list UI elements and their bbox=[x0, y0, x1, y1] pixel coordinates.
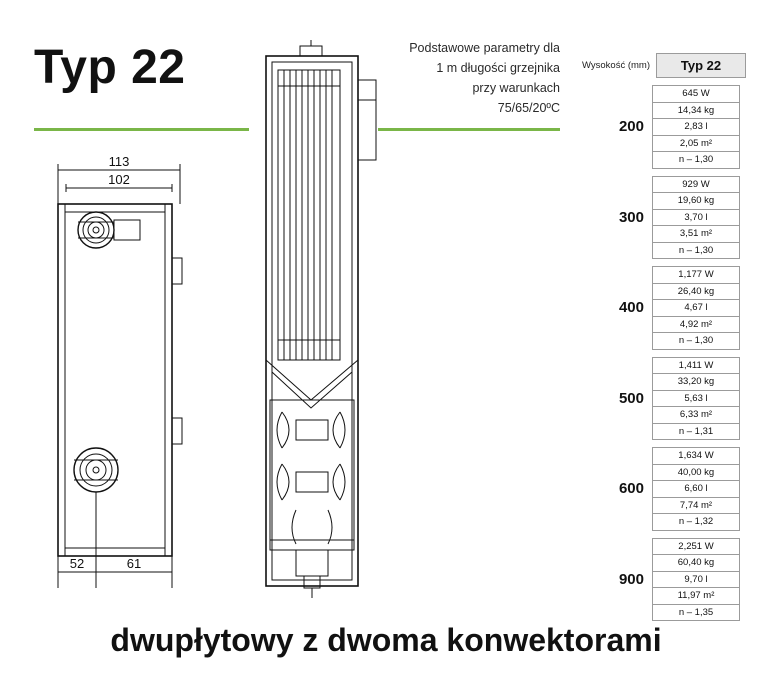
cell-area: 7,74 m² bbox=[653, 498, 739, 515]
table-row bbox=[572, 538, 746, 622]
dim-52-label: 52 bbox=[69, 556, 85, 571]
cell-weight: 40,00 kg bbox=[653, 465, 739, 482]
height-column-label: Wysokość (mm) bbox=[582, 59, 650, 71]
cell-area: 3,51 m² bbox=[653, 226, 739, 243]
type-column-header: Typ 22 bbox=[656, 53, 746, 78]
cell-power: 645 W bbox=[653, 86, 739, 103]
row-values-500 bbox=[652, 357, 740, 441]
cell-volume: 2,83 l bbox=[653, 119, 739, 136]
dim-61-label: 61 bbox=[126, 556, 142, 571]
cell-power: 1,634 W bbox=[653, 448, 739, 465]
title-accent-rule bbox=[34, 128, 249, 131]
table-row bbox=[572, 357, 746, 441]
radiator-section-drawing bbox=[248, 40, 378, 600]
row-height-400: 400 bbox=[618, 299, 644, 317]
cell-area: 4,92 m² bbox=[653, 317, 739, 334]
row-values-400 bbox=[652, 266, 740, 350]
cell-exponent: n – 1,32 bbox=[653, 514, 739, 531]
cell-weight: 33,20 kg bbox=[653, 374, 739, 391]
cell-exponent: n – 1,31 bbox=[653, 424, 739, 441]
cell-area: 6,33 m² bbox=[653, 407, 739, 424]
cell-weight: 26,40 kg bbox=[653, 284, 739, 301]
page-footer-description: dwupłytowy z dwoma konwektorami bbox=[110, 622, 662, 658]
caption-line-1: Podstawowe parametry dla bbox=[409, 41, 560, 55]
page-title: Typ 22 bbox=[34, 41, 186, 94]
caption-line-2: 1 m długości grzejnika bbox=[436, 61, 560, 75]
parameters-caption bbox=[378, 38, 560, 118]
cell-volume: 5,63 l bbox=[653, 391, 739, 408]
cell-area: 11,97 m² bbox=[653, 588, 739, 605]
row-values-200 bbox=[652, 85, 740, 169]
row-height-600: 600 bbox=[618, 480, 644, 498]
cell-volume: 3,70 l bbox=[653, 210, 739, 227]
dim-102-label: 102 bbox=[108, 172, 130, 187]
parameters-table bbox=[572, 52, 746, 621]
dim-113-label: 113 bbox=[108, 154, 130, 169]
cell-volume: 6,60 l bbox=[653, 481, 739, 498]
table-header-row bbox=[572, 52, 746, 78]
cell-exponent: n – 1,30 bbox=[653, 152, 739, 169]
table-row bbox=[572, 176, 746, 260]
row-values-900 bbox=[652, 538, 740, 622]
caption-accent-rule bbox=[378, 128, 560, 131]
table-row bbox=[572, 85, 746, 169]
cell-power: 1,177 W bbox=[653, 267, 739, 284]
cell-weight: 19,60 kg bbox=[653, 193, 739, 210]
cell-power: 2,251 W bbox=[653, 539, 739, 556]
cell-volume: 9,70 l bbox=[653, 572, 739, 589]
row-height-200: 200 bbox=[618, 118, 644, 136]
row-height-500: 500 bbox=[618, 389, 644, 407]
cell-volume: 4,67 l bbox=[653, 300, 739, 317]
caption-line-3: przy warunkach bbox=[472, 81, 560, 95]
table-row bbox=[572, 266, 746, 350]
row-values-600 bbox=[652, 447, 740, 531]
table-row bbox=[572, 447, 746, 531]
caption-line-4: 75/65/20ºC bbox=[497, 101, 560, 115]
cell-exponent: n – 1,35 bbox=[653, 605, 739, 622]
row-height-900: 900 bbox=[618, 570, 644, 588]
cell-power: 1,411 W bbox=[653, 358, 739, 375]
radiator-side-elevation-drawing bbox=[28, 140, 238, 590]
cell-exponent: n – 1,30 bbox=[653, 243, 739, 260]
cell-power: 929 W bbox=[653, 177, 739, 194]
cell-area: 2,05 m² bbox=[653, 136, 739, 153]
cell-exponent: n – 1,30 bbox=[653, 333, 739, 350]
cell-weight: 14,34 kg bbox=[653, 103, 739, 120]
row-height-300: 300 bbox=[618, 208, 644, 226]
row-values-300 bbox=[652, 176, 740, 260]
cell-weight: 60,40 kg bbox=[653, 555, 739, 572]
